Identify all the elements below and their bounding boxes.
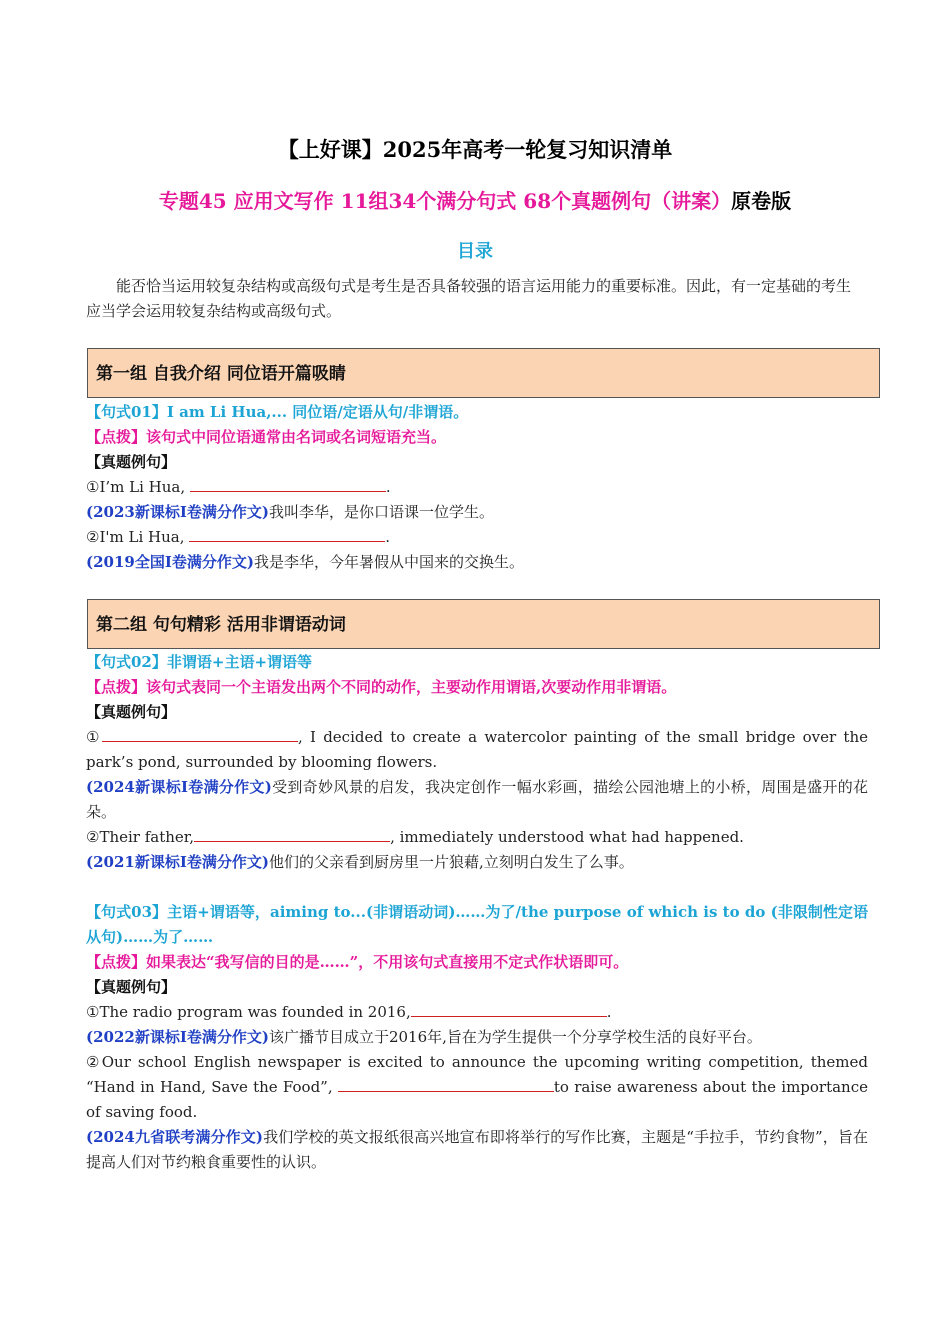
example-text: ①I’m Li Hua, xyxy=(86,478,190,496)
example-text: ①The radio program was founded in 2016, xyxy=(86,1003,411,1021)
group-heading-2: 第二组 句句精彩 活用非谓语动词 xyxy=(87,599,880,649)
exam-source: (2021新课标I卷满分作文) xyxy=(86,853,269,871)
answer-blank[interactable] xyxy=(189,527,385,542)
answer-blank[interactable] xyxy=(411,1002,607,1017)
subtitle-suffix: 原卷版 xyxy=(731,189,792,213)
example-text: ②I'm Li Hua, xyxy=(86,528,190,546)
example-source-line xyxy=(86,775,868,825)
exam-source: (2019全国I卷满分作文) xyxy=(86,553,254,571)
example-translation: 他们的父亲看到厨房里一片狼藉,立刻明白发生了么事。 xyxy=(268,853,634,871)
exam-source: (2023新课标I卷满分作文) xyxy=(86,503,269,521)
pattern-01: 【句式01】I am Li Hua,... 同位语/定语从句/非谓语。 xyxy=(86,403,469,421)
group-1-content xyxy=(86,400,868,575)
answer-blank[interactable] xyxy=(194,827,390,842)
intro-paragraph: 能否恰当运用较复杂结构或高级句式是考生是否具备较强的语言运用能力的重要标准。因此，有一定基础的考生应当学会运用较复杂结构或高级句式。 xyxy=(86,277,852,320)
example-translation: 我是李华，今年暑假从中国来的交换生。 xyxy=(253,553,524,571)
example-sentence xyxy=(86,525,868,550)
examples-label: 【真题例句】 xyxy=(86,453,177,471)
examples-label: 【真题例句】 xyxy=(86,978,177,996)
example-text: . xyxy=(385,478,391,496)
example-translation: 该广播节目成立于2016年,旨在为学生提供一个分享学校生活的良好平台。 xyxy=(268,1028,762,1046)
answer-blank[interactable] xyxy=(102,727,298,742)
example-source-line xyxy=(86,1025,868,1050)
example-text: , immediately understood what had happened. xyxy=(390,828,744,846)
exam-source: (2024新课标I卷满分作文) xyxy=(86,778,272,796)
subtitle-main: 专题45 应用文写作 11组34个满分句式 68个真题例句（讲案） xyxy=(158,189,732,213)
exam-source: (2022新课标I卷满分作文) xyxy=(86,1028,269,1046)
example-source-line xyxy=(86,550,868,575)
tip-03: 【点拨】如果表达“我写信的目的是……”，不用该句式直接用不定式作状语即可。 xyxy=(86,953,629,971)
example-text: . xyxy=(606,1003,612,1021)
pattern-02: 【句式02】非谓语+主语+谓语等 xyxy=(86,653,313,671)
example-translation: 我们学校的英文报纸很高兴地宣布即将举行的写作比赛，主题是“手拉手，节约食物”，旨在提高人们对节约粮食重要性的认识。 xyxy=(86,1128,869,1171)
example-sentence xyxy=(86,475,868,500)
document-title: 【上好课】2025年高考一轮复习知识清单 xyxy=(277,137,673,162)
example-source-line xyxy=(86,1125,868,1175)
example-text: to raise awareness about the importance of saving food. xyxy=(86,1078,868,1121)
example-sentence xyxy=(86,1000,868,1025)
tip-01: 【点拨】该句式中同位语通常由名词或名词短语充当。 xyxy=(86,428,447,446)
pattern-03: 【句式03】主语+谓语等，aiming to...(非谓语动词)……为了/the purpose of which is to do (非限制性定语从句)……为了…… xyxy=(86,903,868,946)
pattern-03-content xyxy=(86,900,868,1175)
example-text: ②Their father, xyxy=(86,828,195,846)
group-2-content xyxy=(86,650,868,875)
document-subtitle xyxy=(0,185,950,214)
example-text: . xyxy=(385,528,391,546)
example-translation: 我叫李华，是你口语课一位学生。 xyxy=(268,503,494,521)
group-heading-1: 第一组 自我介绍 同位语开篇吸睛 xyxy=(87,348,880,398)
tip-02: 【点拨】该句式表同一个主语发出两个不同的动作，主要动作用谓语,次要动作用非谓语。 xyxy=(86,678,677,696)
toc-link[interactable]: 目录 xyxy=(457,241,493,262)
example-sentence xyxy=(86,1050,868,1125)
examples-label: 【真题例句】 xyxy=(86,703,177,721)
example-text: ②Our school English newspaper is excited to announce the upcoming writing competition, themed “Hand in Hand, Save the Food”, xyxy=(86,1053,868,1096)
example-sentence xyxy=(86,825,868,850)
answer-blank[interactable] xyxy=(190,477,386,492)
example-text: , I decided to create a watercolor painting of the small bridge over the park’s pond, surrounded by blooming flowers. xyxy=(86,728,868,771)
example-sentence xyxy=(86,725,868,775)
example-translation: 受到奇妙风景的启发，我决定创作一幅水彩画，描绘公园池塘上的小桥，周围是盛开的花朵。 xyxy=(86,778,868,821)
exam-source: (2024九省联考满分作文) xyxy=(86,1128,263,1146)
answer-blank[interactable] xyxy=(338,1077,554,1092)
example-text: ① xyxy=(86,728,102,746)
example-source-line xyxy=(86,850,868,875)
example-source-line xyxy=(86,500,868,525)
